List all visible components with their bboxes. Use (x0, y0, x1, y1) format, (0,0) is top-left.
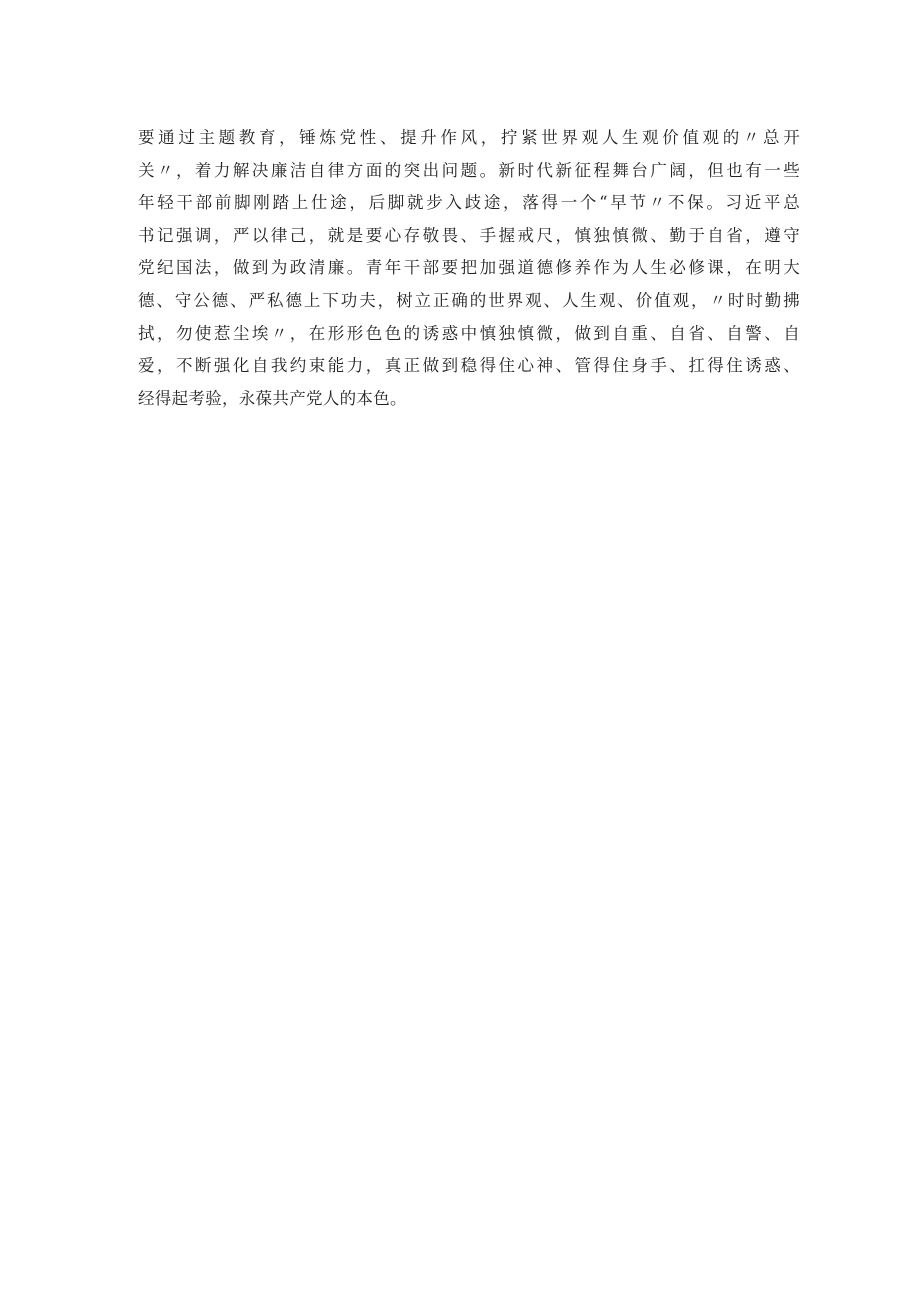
paragraph-line: 拭，勿使惹尘埃〃，在形形色色的诱惑中慎独慎微，做到自重、自省、自警、自 (138, 323, 800, 343)
paragraph-line: 书记强调，严以律己，就是要心存敬畏、手握戒尺，慎独慎微、勤于自省，遵守 (138, 225, 800, 245)
paragraph-line: 关〃，着力解决廉洁自律方面的突出问题。新时代新征程舞台广阔，但也有一些 (138, 160, 800, 180)
paragraph-line: 要通过主题教育，锤炼党性、提升作风，拧紧世界观人生观价值观的〃总开 (138, 128, 800, 147)
paragraph-line: 年轻干部前脚刚踏上仕途，后脚就步入歧途，落得一个“早节〃不保。习近平总 (138, 193, 800, 213)
paragraph-line: 经得起考验，永葆共产党人的本色。 (138, 388, 407, 408)
paragraph-line: 党纪国法，做到为政清廉。青年干部要把加强道德修养作为人生必修课，在明大 (138, 258, 800, 278)
body-paragraph (138, 122, 800, 415)
paragraph-line: 德、守公德、严私德上下功夫，树立正确的世界观、人生观、价值观，〃时时勤拂 (138, 290, 800, 310)
paragraph-line: 爱，不断强化自我约束能力，真正做到稳得住心神、管得住身手、扛得住诱惑、 (138, 356, 800, 376)
